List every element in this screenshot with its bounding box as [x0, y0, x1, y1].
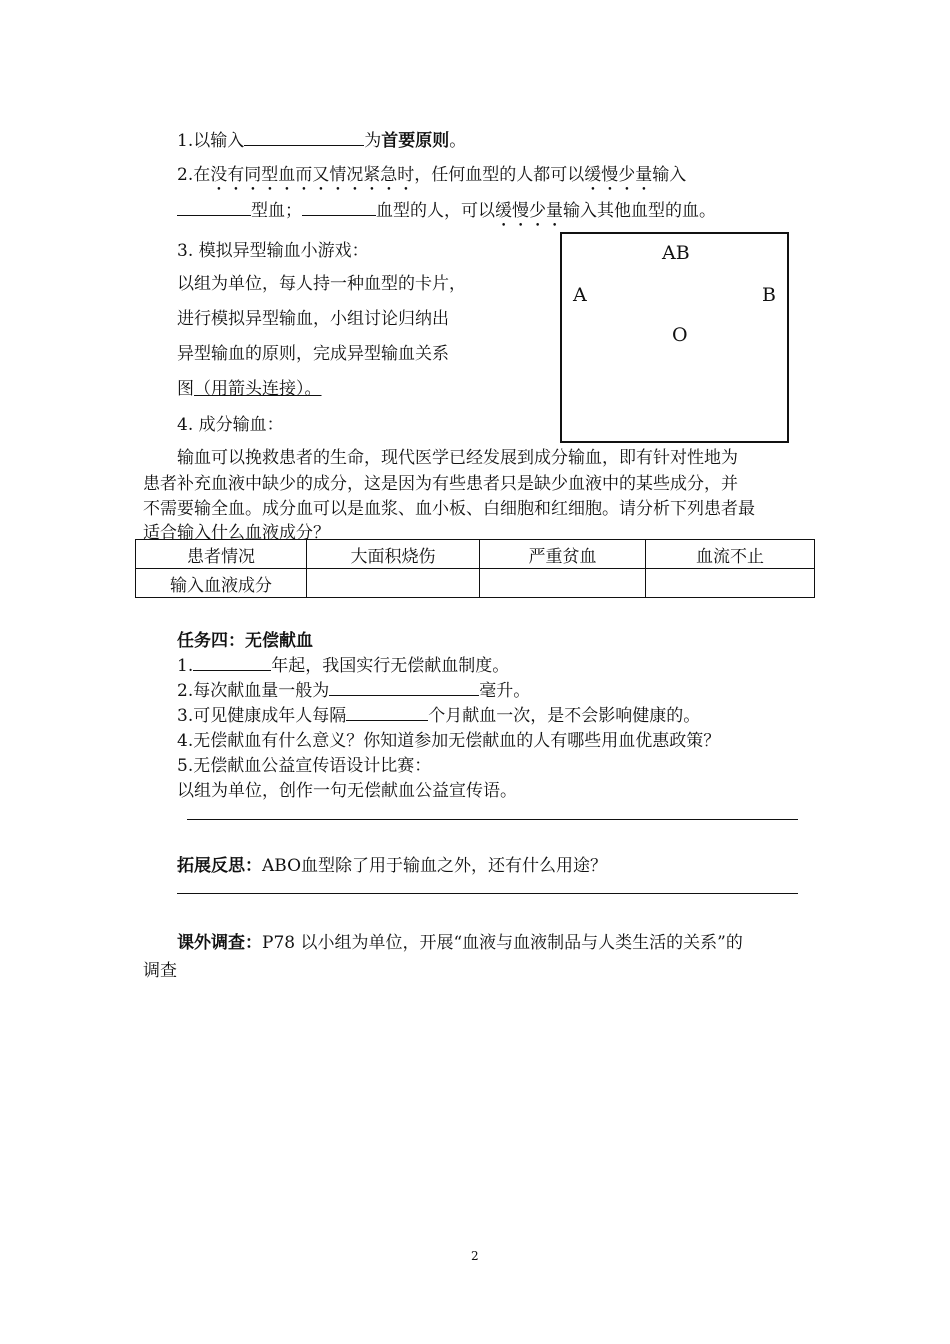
row-label: 输入血液成分 [136, 569, 307, 598]
task4-q4: 4.无偿献血有什么意义？你知道参加无偿献血的人有哪些用血优惠政策？ [177, 731, 721, 751]
task4-q5-sub: 以组为单位，创作一句无偿献血公益宣传语。 [177, 781, 517, 801]
item2-blank-1[interactable] [177, 199, 251, 216]
item3-line-4a: 图 [177, 379, 194, 399]
item2-line2 [177, 196, 716, 231]
item2-text-g: 血型的人，可以 [376, 201, 495, 221]
q1-blank[interactable] [193, 654, 271, 671]
item2-text-f: 型血； [251, 201, 302, 221]
header-cell: 严重贫血 [480, 540, 646, 569]
q3-blank[interactable] [346, 704, 428, 721]
para-line-2: 患者补充血液中缺少的成分，这是因为有些患者只是缺少血液中的某些成分，并 [143, 474, 738, 494]
item3-line-4 [177, 374, 322, 399]
q2-prefix: 2.每次献血量一般为 [177, 681, 330, 701]
q2-suffix: 毫升。 [479, 681, 531, 701]
item1-blank[interactable] [244, 129, 364, 146]
item1-mid: 为 [364, 131, 382, 151]
page-number: 2 [471, 1249, 479, 1263]
para-line-3: 不需要输全血。成分血可以是血浆、血小板、白细胞和红细胞。请分析下列患者最 [143, 499, 755, 519]
item2-text-a: 2.在 [177, 165, 211, 185]
item3-title: 3. 模拟异型输血小游戏： [177, 241, 369, 261]
item2-line1 [177, 160, 686, 195]
q1-prefix: 1. [177, 656, 194, 676]
q2-blank[interactable] [329, 679, 479, 696]
answer-cell[interactable] [646, 569, 815, 598]
slogan-answer-line[interactable] [187, 819, 798, 820]
item2-emphasis-d: 缓慢少量 [584, 165, 653, 185]
survey-line-2: 调查 [143, 961, 177, 981]
item3-line-3: 异型输血的原则，完成异型输血关系 [177, 344, 449, 364]
header-cell: 大面积烧伤 [307, 540, 480, 569]
survey-text: P78 以小组为单位，开展“血液与血液制品与人类生活的关系”的 [262, 933, 743, 953]
item2-blank-2[interactable] [302, 199, 376, 216]
reflect-line [177, 851, 607, 876]
label-a: A [573, 284, 587, 306]
survey-line [177, 928, 743, 953]
task4-q3 [177, 701, 700, 726]
task4-title: 任务四：无偿献血 [177, 631, 313, 651]
reflect-text: ABO血型除了用于输血之外，还有什么用途？ [262, 856, 608, 876]
label-b: B [762, 284, 776, 306]
item3-line-4b: （用箭头连接）。 [194, 379, 322, 399]
para-line-4: 适合输入什么血液成分？ [143, 523, 330, 543]
table-header-row [136, 540, 815, 569]
table-row [136, 569, 815, 598]
item2-text-c: ，任何血型的人都可以 [414, 165, 585, 185]
item1-line [177, 126, 466, 151]
answer-cell[interactable] [307, 569, 480, 598]
q3-prefix: 3.可见健康成年人每隔 [177, 706, 347, 726]
label-ab: AB [662, 242, 690, 264]
item2-text-e: 输入 [652, 165, 687, 185]
item1-end: 。 [449, 131, 467, 151]
item2-emphasis-h: 缓慢少量 [495, 201, 563, 221]
item2-emphasis-b: 没有同型血而又情况紧急时 [210, 165, 415, 185]
item3-line-2: 进行模拟异型输血，小组讨论归纳出 [177, 309, 449, 329]
reflect-answer-line[interactable] [177, 893, 798, 894]
item4-title: 4. 成分输血： [177, 415, 284, 435]
blood-type-diagram[interactable] [560, 232, 789, 443]
item3-line-1: 以组为单位，每人持一种血型的卡片， [177, 274, 466, 294]
header-cell: 血流不止 [646, 540, 815, 569]
component-table [135, 539, 815, 598]
para-line-1: 输血可以挽救患者的生命，现代医学已经发展到成分输血，即有针对性地为 [177, 448, 738, 468]
answer-cell[interactable] [480, 569, 646, 598]
task4-q1 [177, 651, 509, 676]
item2-text-i: 输入其他血型的血。 [563, 201, 716, 221]
item1-emphasis: 首要原则 [381, 131, 450, 151]
task4-q5: 5.无偿献血公益宣传语设计比赛： [177, 756, 432, 776]
reflect-label: 拓展反思： [177, 856, 262, 876]
header-cell: 患者情况 [136, 540, 307, 569]
q1-suffix: 年起，我国实行无偿献血制度。 [271, 656, 510, 676]
label-o: O [672, 324, 688, 346]
q3-suffix: 个月献血一次，是不会影响健康的。 [428, 706, 701, 726]
item1-prefix: 1.以输入 [177, 131, 245, 151]
survey-label: 课外调查： [177, 933, 262, 953]
task4-q2 [177, 676, 530, 701]
